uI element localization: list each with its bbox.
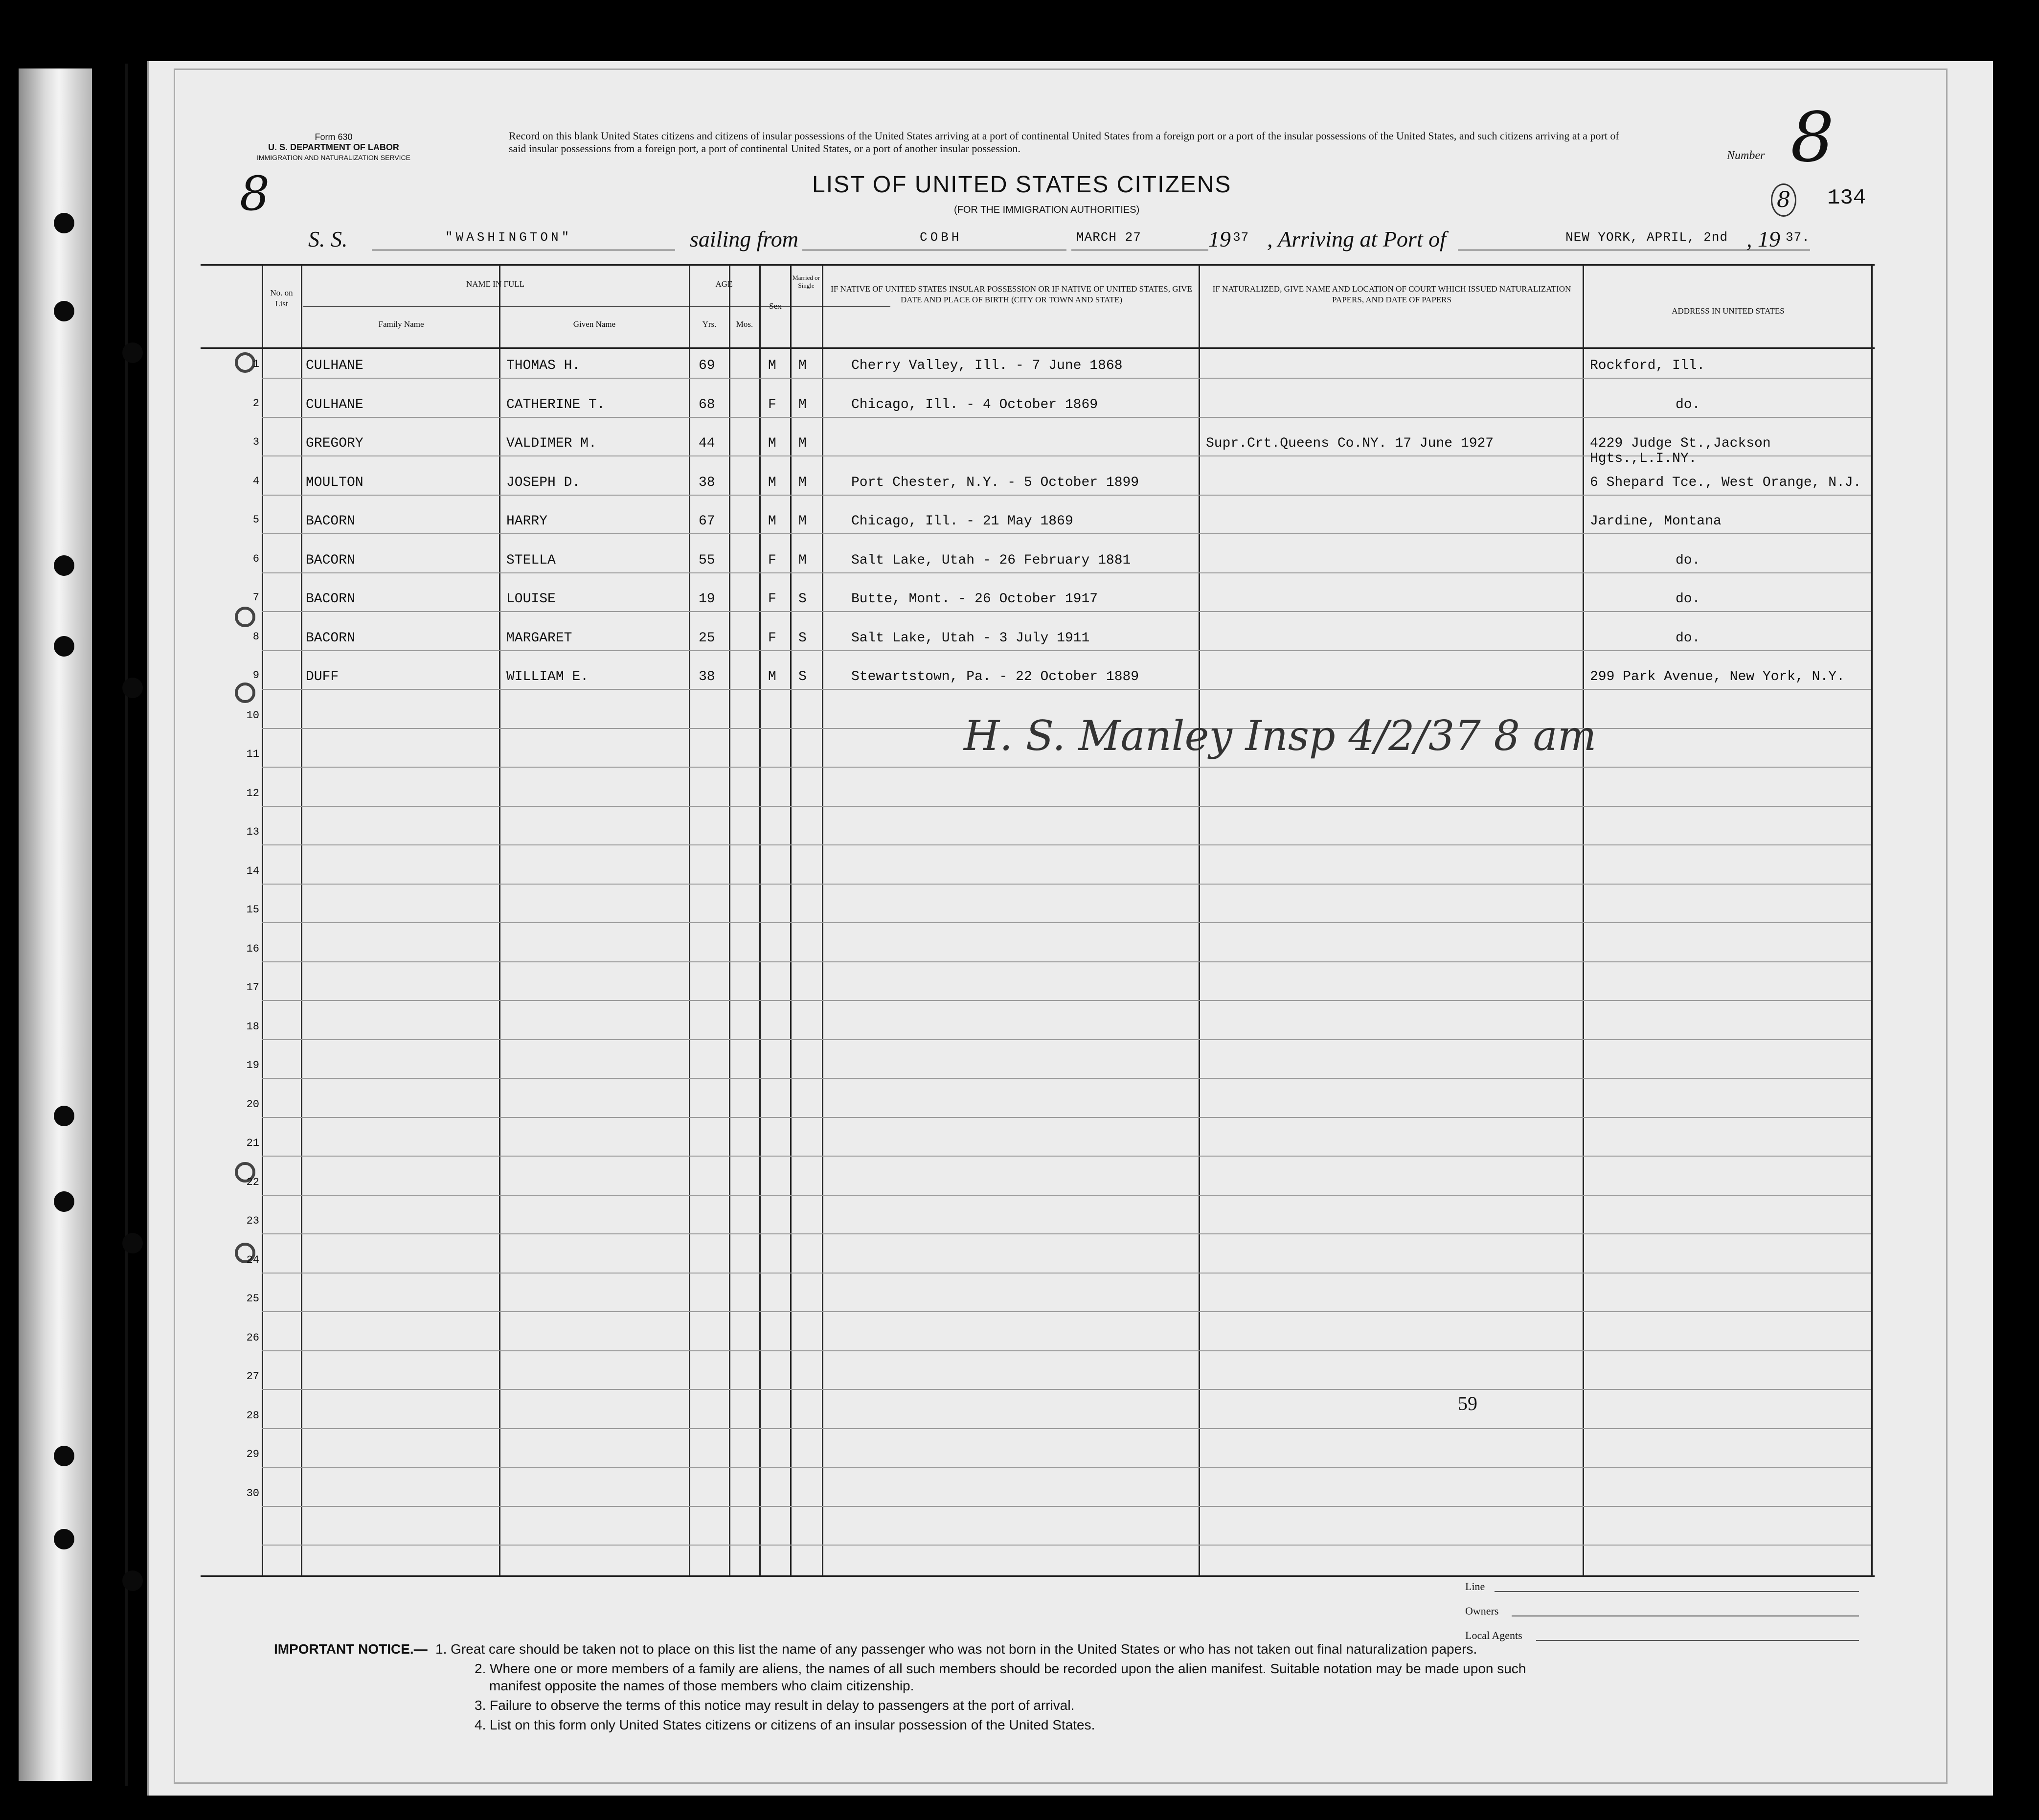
- row-number: 4: [252, 475, 259, 487]
- header-naturalized: IF NATURALIZED, GIVE NAME AND LOCATION OF COURT WHICH ISSUED NATURALIZATION PAPERS, AND DATE OF PAPERS: [1212, 284, 1571, 304]
- header-no: No. on List: [270, 288, 293, 308]
- empty-row-number: 18: [246, 1020, 259, 1033]
- footer-agents-rule: [1536, 1640, 1859, 1641]
- given-name-cell: JOSEPH D.: [506, 475, 581, 490]
- footer-agents-label: Local Agents: [1465, 1629, 1522, 1641]
- stamp-number: 59: [1458, 1392, 1477, 1414]
- row-rule: [262, 1000, 1871, 1001]
- marital-cell: M: [798, 397, 807, 412]
- empty-row-number: 30: [246, 1487, 259, 1500]
- row-rule: [262, 806, 1871, 807]
- empty-row-number: 12: [246, 787, 259, 799]
- header-sex: Sex: [769, 301, 782, 311]
- table-top-border: [201, 264, 1875, 266]
- row-rule: [262, 844, 1871, 845]
- column-divider: [499, 264, 500, 1575]
- family-name-cell: BACORN: [306, 630, 355, 646]
- punch-hole: [122, 1233, 143, 1253]
- empty-row-number: 23: [246, 1215, 259, 1227]
- header-name-in-full: NAME IN FULL: [466, 279, 524, 289]
- marital-cell: M: [798, 514, 807, 529]
- number-value: 8: [1790, 98, 1835, 178]
- family-name-cell: MOULTON: [306, 475, 363, 490]
- column-divider: [759, 264, 761, 1575]
- column-divider: [689, 264, 690, 1575]
- row-rule: [262, 378, 1871, 379]
- row-number: 5: [252, 514, 259, 526]
- marital-cell: S: [798, 630, 807, 646]
- address-cell: 299 Park Avenue, New York, N.Y.: [1590, 669, 1845, 684]
- empty-row-number: 10: [246, 709, 259, 722]
- handwritten-mark: 8: [240, 166, 270, 221]
- marital-cell: M: [798, 358, 807, 373]
- age-cell: 68: [699, 397, 715, 412]
- birthplace-cell: Butte, Mont. - 26 October 1917: [851, 592, 1098, 607]
- row-rule: [262, 1039, 1871, 1040]
- empty-row-number: 13: [246, 826, 259, 838]
- footer-owners-rule: [1512, 1615, 1859, 1616]
- row-rule: [262, 884, 1871, 885]
- row-rule: [262, 1195, 1871, 1196]
- age-cell: 67: [699, 514, 715, 529]
- row-number: 6: [252, 552, 259, 565]
- row-rule: [262, 922, 1871, 923]
- row-rule: [262, 572, 1871, 573]
- row-rule: [262, 1273, 1871, 1274]
- age-cell: 38: [699, 475, 715, 490]
- sex-cell: M: [768, 514, 776, 529]
- sex-cell: F: [768, 397, 776, 412]
- arriving-label: , Arriving at Port of: [1267, 227, 1446, 251]
- given-name-cell: WILLIAM E.: [506, 669, 589, 684]
- row-number: 1: [252, 358, 259, 370]
- notice-item-2b: manifest opposite the names of those members who claim citizenship.: [489, 1678, 914, 1693]
- sex-cell: M: [768, 669, 776, 684]
- sex-cell: F: [768, 630, 776, 646]
- column-divider: [729, 264, 730, 1575]
- birthplace-cell: Chicago, Ill. - 4 October 1869: [851, 397, 1098, 412]
- circled-page-number: 8: [1771, 183, 1796, 217]
- year-label: 19: [1208, 227, 1231, 251]
- column-divider: [262, 264, 263, 1575]
- notice-item-2a: 2. Where one or more members of a family are aliens, the names of all such members should be recorded upon the alien manifest. Suitable notation may be made upon such: [475, 1661, 1526, 1676]
- marital-cell: S: [798, 592, 807, 607]
- instruction-text: Record on this blank United States citizens and citizens of insular possessions of the United States arriving at a port of continental United States from a foreign port or a port of the insular possessions of the United States, and such citizens arriving at a port of said insular possessions from a foreign port, a port of continental United States, or a port of another insular possession.: [509, 130, 1619, 155]
- row-rule: [262, 1467, 1871, 1468]
- punch-hole: [54, 555, 74, 576]
- notice-item-1: 1. Great care should be taken not to place on this list the name of any passenger who was not born in the United States or who has not taken out final naturalization papers.: [435, 1641, 1477, 1657]
- punch-hole: [54, 1446, 74, 1466]
- binder-edge: [125, 64, 128, 1786]
- row-rule: [262, 1233, 1871, 1234]
- naturalization-cell: Supr.Crt.Queens Co.NY. 17 June 1927: [1206, 436, 1494, 451]
- row-rule: [262, 961, 1871, 962]
- row-rule: [262, 767, 1871, 768]
- given-name-cell: VALDIMER M.: [506, 436, 597, 451]
- sex-cell: M: [768, 475, 776, 490]
- given-name-cell: CATHERINE T.: [506, 397, 605, 412]
- header-family-name: Family Name: [378, 319, 424, 329]
- punch-hole: [54, 1529, 74, 1549]
- binder-spine: [19, 68, 92, 1781]
- page-subtitle: (FOR THE IMMIGRATION AUTHORITIES): [954, 205, 1140, 215]
- row-rule: [262, 1117, 1871, 1118]
- department-name: U. S. DEPARTMENT OF LABOR: [268, 142, 399, 152]
- row-rule: [262, 1311, 1871, 1312]
- empty-row-number: 28: [246, 1409, 259, 1422]
- empty-row-number: 21: [246, 1137, 259, 1149]
- row-rule: [262, 495, 1871, 496]
- address-cell: Rockford, Ill.: [1590, 358, 1705, 373]
- row-rule: [262, 1156, 1871, 1157]
- column-divider: [790, 264, 792, 1575]
- sex-cell: M: [768, 358, 776, 373]
- year-suffix: 37: [1233, 230, 1249, 245]
- header-bottom-border: [201, 347, 1875, 349]
- birthplace-cell: Chicago, Ill. - 21 May 1869: [851, 514, 1073, 529]
- service-name: IMMIGRATION AND NATURALIZATION SERVICE: [257, 154, 410, 161]
- age-cell: 25: [699, 630, 715, 646]
- header-yrs: Yrs.: [702, 319, 717, 329]
- birthplace-cell: Salt Lake, Utah - 26 February 1881: [851, 552, 1131, 568]
- row-rule: [262, 1428, 1871, 1429]
- empty-row-number: 22: [246, 1176, 259, 1188]
- empty-row-number: 27: [246, 1370, 259, 1383]
- address-cell: Jardine, Montana: [1590, 514, 1722, 529]
- departure-port: COBH: [920, 230, 962, 245]
- row-number: 2: [252, 397, 259, 410]
- number-label: Number: [1727, 149, 1765, 162]
- header-address: ADDRESS IN UNITED STATES: [1672, 306, 1785, 316]
- birthplace-cell: Stewartstown, Pa. - 22 October 1889: [851, 669, 1139, 684]
- sailing-label: sailing from: [690, 227, 798, 251]
- notice-heading: IMPORTANT NOTICE.—: [274, 1641, 428, 1657]
- birthplace-cell: Salt Lake, Utah - 3 July 1911: [851, 630, 1090, 646]
- row-rule: [262, 1506, 1871, 1507]
- footer-line-rule: [1495, 1591, 1859, 1592]
- ss-label: S. S.: [308, 227, 348, 251]
- arrival-year-label: , 19: [1746, 227, 1780, 251]
- address-cell: do.: [1676, 397, 1700, 412]
- family-name-cell: DUFF: [306, 669, 339, 684]
- empty-row-number: 20: [246, 1098, 259, 1111]
- ship-name: "WASHINGTON": [445, 230, 572, 245]
- punch-hole: [54, 301, 74, 321]
- departure-date: MARCH 27: [1076, 230, 1141, 245]
- age-cell: 38: [699, 669, 715, 684]
- punch-hole: [54, 213, 74, 233]
- marital-cell: M: [798, 552, 807, 568]
- family-name-cell: BACORN: [306, 514, 355, 529]
- header-given-name: Given Name: [573, 319, 616, 329]
- footer-owners-label: Owners: [1465, 1605, 1499, 1617]
- marital-cell: M: [798, 436, 807, 451]
- header-subdivider: [303, 306, 890, 307]
- marital-cell: M: [798, 475, 807, 490]
- notice-item-4: 4. List on this form only United States citizens or citizens of an insular possession of the United States.: [475, 1717, 1095, 1732]
- passenger-table: [201, 264, 1875, 1575]
- marital-cell: S: [798, 669, 807, 684]
- given-name-cell: HARRY: [506, 514, 548, 529]
- notice-item-3: 3. Failure to observe the terms of this notice may result in delay to passengers at the port of arrival.: [475, 1698, 1075, 1713]
- row-rule: [262, 1350, 1871, 1351]
- header-married: Married or Single: [793, 274, 820, 289]
- address-cell: do.: [1676, 552, 1700, 568]
- empty-row-number: 26: [246, 1331, 259, 1344]
- form-identifier: [257, 132, 410, 163]
- sex-cell: F: [768, 552, 776, 568]
- header-age: AGE: [715, 279, 733, 289]
- column-divider: [1583, 264, 1584, 1575]
- footer-line-label: Line: [1465, 1580, 1485, 1592]
- address-cell: 6 Shepard Tce., West Orange, N.J.: [1590, 475, 1861, 490]
- punch-hole: [122, 342, 143, 363]
- form-number: Form 630: [315, 132, 353, 142]
- arrival-year-suffix: 37.: [1786, 230, 1810, 245]
- given-name-cell: LOUISE: [506, 592, 556, 607]
- arrival-port-date: NEW YORK, APRIL, 2nd: [1565, 230, 1728, 245]
- empty-row-number: 11: [246, 748, 259, 760]
- family-name-cell: CULHANE: [306, 397, 363, 412]
- row-rule: [262, 417, 1871, 418]
- empty-row-number: 14: [246, 864, 259, 877]
- row-rule: [262, 650, 1871, 651]
- sex-cell: F: [768, 592, 776, 607]
- row-rule: [262, 1389, 1871, 1390]
- empty-row-number: 15: [246, 904, 259, 916]
- inspector-signature: H. S. Manley Insp 4/2/37 8 am: [964, 712, 1597, 760]
- address-cell: do.: [1676, 592, 1700, 607]
- empty-row-number: 24: [246, 1253, 259, 1266]
- punch-hole: [122, 1570, 143, 1591]
- age-cell: 19: [699, 592, 715, 607]
- empty-row-number: 17: [246, 981, 259, 994]
- age-cell: 55: [699, 552, 715, 568]
- row-rule: [262, 1078, 1871, 1079]
- row-number: 7: [252, 592, 259, 604]
- family-name-cell: GREGORY: [306, 436, 363, 451]
- header-birth: IF NATIVE OF UNITED STATES INSULAR POSSESSION OR IF NATIVE OF UNITED STATES, GIVE DATE AND PLACE OF BIRTH (CITY OR TOWN AND STATE): [831, 284, 1192, 304]
- family-name-cell: BACORN: [306, 552, 355, 568]
- empty-row-number: 16: [246, 942, 259, 955]
- birthplace-cell: Port Chester, N.Y. - 5 October 1899: [851, 475, 1139, 490]
- punch-hole: [54, 1106, 74, 1126]
- empty-row-number: 19: [246, 1059, 259, 1071]
- address-cell: 4229 Judge St.,Jackson Hgts.,L.I.NY.: [1590, 436, 1771, 466]
- row-number: 9: [252, 669, 259, 682]
- punch-hole: [54, 636, 74, 657]
- given-name-cell: STELLA: [506, 552, 556, 568]
- address-cell: do.: [1676, 630, 1700, 646]
- page-number: 134: [1827, 186, 1866, 210]
- empty-row-number: 25: [246, 1293, 259, 1305]
- column-divider: [822, 264, 823, 1575]
- family-name-cell: BACORN: [306, 592, 355, 607]
- table-bottom-border: [201, 1575, 1875, 1577]
- row-rule: [262, 611, 1871, 612]
- punch-hole: [54, 1191, 74, 1212]
- sex-cell: M: [768, 436, 776, 451]
- row-number: 8: [252, 630, 259, 643]
- row-rule: [262, 1545, 1871, 1546]
- empty-row-number: 29: [246, 1448, 259, 1460]
- row-rule: [262, 689, 1871, 690]
- column-divider: [301, 264, 302, 1575]
- punch-hole: [122, 678, 143, 698]
- family-name-cell: CULHANE: [306, 358, 363, 373]
- age-cell: 69: [699, 358, 715, 373]
- given-name-cell: THOMAS H.: [506, 358, 581, 373]
- header-mos: Mos.: [736, 319, 753, 329]
- given-name-cell: MARGARET: [506, 630, 572, 646]
- row-rule: [262, 533, 1871, 534]
- column-divider: [1199, 264, 1200, 1575]
- birthplace-cell: Cherry Valley, Ill. - 7 June 1868: [851, 358, 1123, 373]
- row-number: 3: [252, 436, 259, 448]
- age-cell: 44: [699, 436, 715, 451]
- page-title: LIST OF UNITED STATES CITIZENS: [812, 172, 1232, 198]
